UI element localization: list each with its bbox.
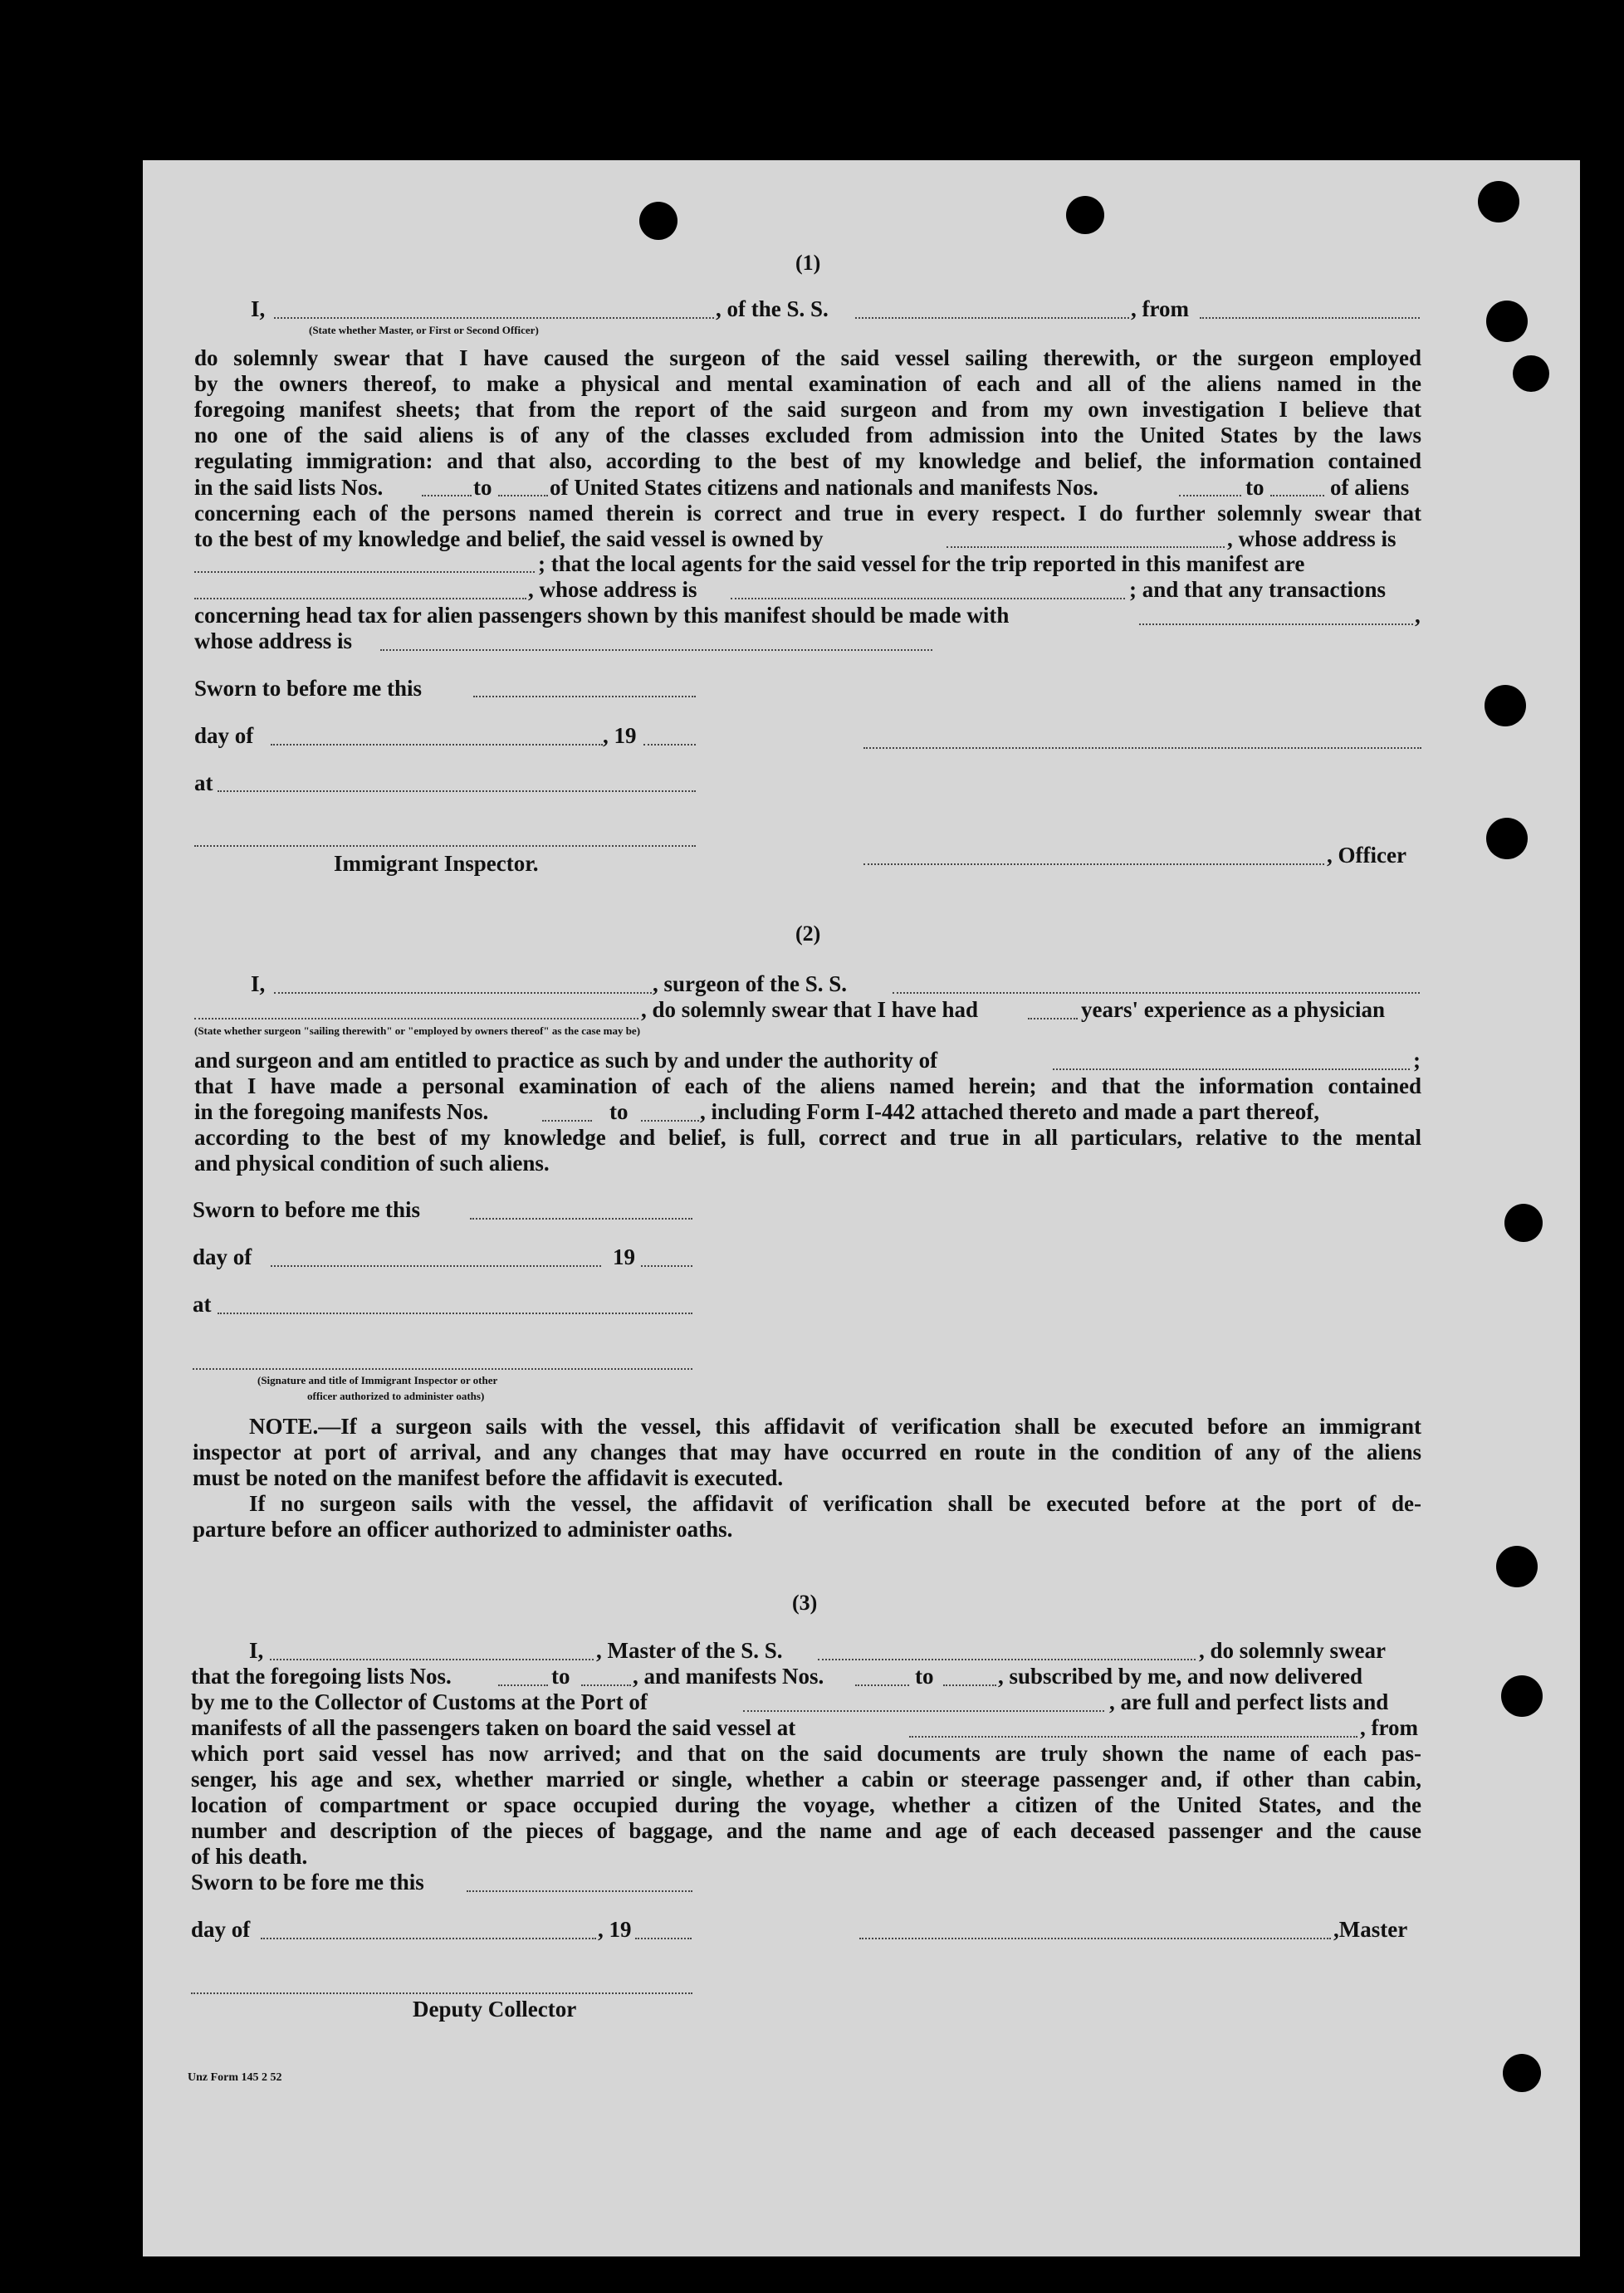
subscribed-label: , subscribed by me, and now delivered — [998, 1664, 1363, 1689]
agent-address-field[interactable] — [731, 598, 1125, 599]
punch-hole — [1486, 818, 1528, 859]
departure-port-field[interactable] — [909, 1736, 1357, 1738]
s2-sworn-date-field[interactable] — [470, 1218, 692, 1220]
day-month-field[interactable] — [271, 744, 603, 746]
departure-line: parture before an officer authorized to administer oaths. — [193, 1517, 733, 1542]
transactions-label: ; and that any transactions — [1129, 577, 1387, 602]
form-number: Unz Form 145 2 52 — [188, 2071, 282, 2084]
punch-hole — [1485, 685, 1526, 726]
surgeon-of-label: , surgeon of the S. S. — [653, 971, 848, 996]
from-label: , from — [1131, 296, 1189, 321]
s2-line-4: according to the best of my knowledge and belief, is full, correct and true in all particulars, relative to the mental — [194, 1125, 1421, 1150]
agents-field[interactable] — [194, 598, 526, 599]
punch-hole — [1496, 1546, 1538, 1587]
signature-note-1: (Signature and title of Immigrant Inspector or other — [257, 1374, 498, 1386]
us-citizens-label: of United States citizens and nationals and manifests Nos. — [550, 475, 1098, 500]
deputy-signature-field[interactable] — [191, 1992, 692, 1994]
s3-line-2: senger, his age and sex, whether married or single, whether a cabin or steerage passenger and, if other than cabin, — [191, 1767, 1421, 1792]
s3-line-1: which port said vessel has now arrived; and that on the said documents are truly shown the name of each pas- — [191, 1741, 1421, 1766]
note-line-3: must be noted on the manifest before the affidavit is executed. — [193, 1465, 784, 1490]
s3-lists-from-field[interactable] — [498, 1684, 548, 1686]
whose-address-label: whose address is — [194, 628, 353, 653]
s1-line-4: no one of the said aliens is of any of the classes excluded from admission into the United States by the laws — [194, 423, 1421, 447]
s2-at-label: at — [193, 1292, 212, 1317]
port-label: by me to the Collector of Customs at the Port of — [191, 1689, 648, 1714]
head-tax-comma: , — [1415, 603, 1421, 628]
immigrant-inspector-label: Immigrant Inspector. — [334, 851, 539, 876]
if-no-surgeon-line: If no surgeon sails with the vessel, the affidavit of verification shall be executed before at the port of de- — [249, 1491, 1421, 1516]
i-label: I, — [251, 296, 266, 321]
s1-line-3: foregoing manifest sheets; that from the report of the said surgeon and from my own investigation I believe that — [194, 397, 1421, 422]
officer-name-field[interactable] — [274, 317, 714, 319]
owner-address-label: , whose address is — [1227, 526, 1397, 551]
surgeon-name-field[interactable] — [274, 992, 652, 994]
manifests-to-label: to — [1245, 475, 1264, 500]
s3-line-3: location of compartment or space occupied during the voyage, whether a citizen of the United States, and the — [191, 1792, 1421, 1817]
of-aliens-label: of aliens — [1330, 475, 1410, 500]
punch-hole — [1504, 1204, 1543, 1242]
officer-label: , Officer — [1327, 843, 1406, 868]
s2-manifests-from-field[interactable] — [542, 1120, 592, 1122]
punch-hole — [1501, 1675, 1543, 1717]
s2-manifests-to-field[interactable] — [641, 1120, 699, 1122]
authority-label: and surgeon and am entitled to practice as such by and under the authority of — [194, 1048, 938, 1073]
section-1-number: (1) — [795, 251, 821, 275]
punch-hole — [1486, 301, 1528, 342]
sworn-date-field[interactable] — [473, 696, 696, 697]
s3-year-label: , 19 — [598, 1917, 632, 1942]
surgeon-note: (State whether surgeon "sailing therewith" or "employed by owners thereof" as the case may be) — [194, 1024, 641, 1037]
s3-lists-to-field[interactable] — [581, 1684, 631, 1686]
sworn-label: Sworn to before me this — [194, 676, 422, 701]
s3-lists-to-label: to — [551, 1664, 570, 1689]
form-i442-label: , including Form I-442 attached thereto and made a part thereof, — [700, 1099, 1319, 1124]
head-tax-label: concerning head tax for alien passengers shown by this manifest should be made with — [194, 603, 1010, 628]
authority-semicolon: ; — [1413, 1048, 1421, 1073]
owner-address-field[interactable] — [194, 571, 535, 573]
s2-year-field[interactable] — [641, 1265, 692, 1267]
s3-manifests-to-field[interactable] — [943, 1684, 996, 1686]
s3-manifests-label: , and manifests Nos. — [633, 1664, 824, 1689]
agents-label: ; that the local agents for the said vessel for the trip reported in this manifest are — [538, 551, 1305, 576]
ship-name-field[interactable] — [855, 317, 1129, 319]
lists-label: in the said lists Nos. — [194, 475, 384, 500]
punch-hole — [1478, 181, 1519, 222]
s1-line-1: do solemnly swear that I have caused the surgeon of the said vessel sailing therewith, or the surgeon employed — [194, 345, 1421, 370]
s1-line-5: regulating immigration: and that also, according to the best of my knowledge and belief, the information contained — [194, 448, 1421, 473]
deputy-collector-label: Deputy Collector — [413, 1997, 577, 2022]
punch-hole — [1503, 2054, 1541, 2092]
at-label: at — [194, 770, 213, 795]
section-3-number: (3) — [792, 1591, 818, 1615]
s2-ship-field[interactable] — [893, 992, 1420, 994]
punch-hole — [1066, 196, 1104, 234]
s3-year-field[interactable] — [635, 1938, 692, 1939]
s3-line-5: of his death. — [191, 1844, 308, 1869]
s3-line-4: number and description of the pieces of baggage, and the name and age of each deceased passenger and the cause — [191, 1818, 1421, 1843]
s2-manifests-label: in the foregoing manifests Nos. — [194, 1099, 489, 1124]
officer-signature-field[interactable] — [863, 747, 1421, 749]
master-of-label: , Master of the S. S. — [596, 1638, 783, 1663]
officer-note: (State whether Master, or First or Second Officer) — [309, 324, 539, 336]
s1-line-2: by the owners thereof, to make a physical and mental examination of each and all of the aliens named in the — [194, 371, 1421, 396]
of-ss-label: , of the S. S. — [716, 296, 829, 321]
surgeon-status-field[interactable] — [194, 1018, 638, 1019]
s2-year-label: 19 — [613, 1244, 635, 1269]
s3-i-label: I, — [249, 1638, 264, 1663]
s3-lists-label: that the foregoing lists Nos. — [191, 1664, 452, 1689]
s3-day-month-field[interactable] — [261, 1938, 596, 1939]
owner-field[interactable] — [947, 546, 1225, 548]
s2-sworn-label: Sworn to before me this — [193, 1197, 420, 1222]
perfect-lists-label: , are full and perfect lists and — [1109, 1689, 1389, 1714]
year-field[interactable] — [643, 744, 696, 746]
punch-hole — [1513, 355, 1549, 392]
note-line-1: NOTE.—If a surgeon sails with the vessel, this affidavit of verification shall be executed before an immigrant — [249, 1414, 1421, 1439]
s2-i-label: I, — [251, 971, 266, 996]
section-2-number: (2) — [795, 922, 821, 946]
s3-ship-field[interactable] — [818, 1659, 1196, 1660]
s2-day-of-label: day of — [193, 1244, 252, 1269]
year-label: , 19 — [603, 723, 637, 748]
officer-title-field[interactable] — [863, 863, 1324, 865]
at-place-field[interactable] — [218, 790, 696, 792]
inspector-signature-field[interactable] — [194, 845, 696, 847]
s1-line-concerning: concerning each of the persons named therein is correct and true in every respect. I do further solemnly swear that — [194, 501, 1421, 526]
lists-from-field[interactable] — [422, 495, 472, 496]
s2-day-month-field[interactable] — [271, 1265, 601, 1267]
punch-hole — [639, 202, 677, 240]
s2-line-2: that I have made a personal examination of each of the aliens named herein; and that the information contained — [194, 1073, 1421, 1098]
lists-to-field[interactable] — [498, 495, 548, 496]
s3-sworn-date-field[interactable] — [467, 1890, 692, 1892]
manifests-from-field[interactable] — [1179, 495, 1241, 496]
lists-to-label: to — [473, 475, 492, 500]
s2-at-place-field[interactable] — [218, 1313, 692, 1314]
head-tax-field[interactable] — [1139, 623, 1413, 625]
note-line-2: inspector at port of arrival, and any changes that may have occurred en route in the condition of any of the aliens — [193, 1440, 1421, 1464]
s3-swear-label: , do solemnly swear — [1199, 1638, 1386, 1663]
s2-line-5: and physical condition of such aliens. — [194, 1151, 550, 1176]
swear-had-label: , do solemnly swear that I have had — [641, 997, 979, 1022]
head-tax-address-field[interactable] — [380, 649, 932, 651]
port-field[interactable] — [743, 1710, 1104, 1712]
s3-sworn-label: Sworn to be fore me this — [191, 1870, 424, 1895]
owned-by-label: to the best of my knowledge and belief, the said vessel is owned by — [194, 526, 824, 551]
s2-signature-field[interactable] — [193, 1368, 692, 1370]
agent-address-label: , whose address is — [528, 577, 697, 602]
from-label-s3: , from — [1360, 1715, 1418, 1740]
signature-note-2: officer authorized to administer oaths) — [307, 1390, 485, 1402]
day-of-label: day of — [194, 723, 254, 748]
s3-manifests-from-field[interactable] — [855, 1684, 909, 1686]
s3-day-of-label: day of — [191, 1917, 251, 1942]
years-experience-label: years' experience as a physician — [1081, 997, 1385, 1022]
master-name-field[interactable] — [270, 1659, 594, 1660]
manifests-to-field[interactable] — [1270, 495, 1324, 496]
from-port-field[interactable] — [1200, 317, 1420, 319]
years-field[interactable] — [1028, 1018, 1078, 1019]
master-signature-field[interactable] — [859, 1938, 1331, 1939]
authority-field[interactable] — [1053, 1068, 1410, 1070]
master-label: ,Master — [1333, 1917, 1408, 1942]
s2-manifests-to-label: to — [609, 1099, 629, 1124]
s3-manifests-to-label: to — [915, 1664, 934, 1689]
passengers-label: manifests of all the passengers taken on board the said vessel at — [191, 1715, 796, 1740]
